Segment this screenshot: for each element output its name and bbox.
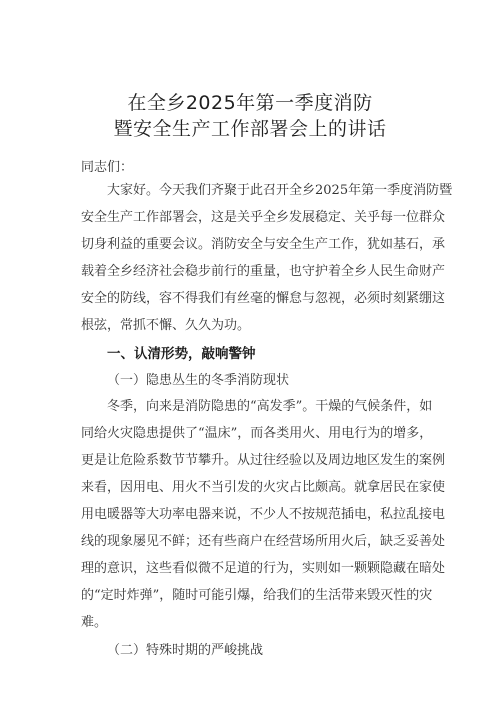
intro-line: 安全生产工作部署会，这是关乎全乡发展稳定、关乎每一位群众 <box>81 210 446 225</box>
salutation: 同志们： <box>81 160 134 175</box>
subsection-heading: （一）隐患丛生的冬季消防现状 <box>107 373 290 388</box>
intro-line: 根弦，常抓不懈、久久为功。 <box>81 318 251 333</box>
intro-line: 载着全乡经济社会稳步前行的重量，也守护着全乡人民生命财产 <box>81 264 446 279</box>
body-line: 更是让危险系数节节攀升。从过往经验以及周边地区发生的案例 <box>81 453 446 468</box>
document-title-line-2: 暨安全生产工作部署会上的讲话 <box>113 118 387 140</box>
body-line: 来看，因用电、用火不当引发的火灾占比颇高。就拿居民在家使 <box>81 480 446 495</box>
body-line: 同给火灾隐患提供了“温床”，而各类用火、用电行为的增多， <box>81 426 433 441</box>
body-line: 理的意识，这些看似微不足道的行为，实则如一颗颗隐藏在暗处 <box>81 561 446 576</box>
body-line: 冬季，向来是消防隐患的“高发季”。干燥的气候条件，如 <box>107 399 433 414</box>
document-title-line-1: 在全乡2025年第一季度消防 <box>127 92 373 114</box>
intro-line: 切身利益的重要会议。消防安全与安全生产工作，犹如基石，承 <box>81 237 446 252</box>
body-line: 难。 <box>81 615 108 630</box>
intro-line: 大家好。今天我们齐聚于此召开全乡2025年第一季度消防暨 <box>107 183 453 198</box>
body-line: 用电暖器等大功率电器来说，不少人不按规范插电，私拉乱接电 <box>81 507 446 522</box>
body-line: 线的现象屡见不鲜；还有些商户在经营场所用火后，缺乏妥善处 <box>81 534 446 549</box>
section-heading: 一、认清形势，敲响警钟 <box>107 346 256 362</box>
body-line: 的“定时炸弹”，随时可能引爆，给我们的生活带来毁灭性的灾 <box>81 588 433 603</box>
subsection-heading: （二）特殊时期的严峻挑战 <box>107 643 264 658</box>
intro-line: 安全的防线，容不得我们有丝毫的懈怠与忽视，必须时刻紧绷这 <box>81 291 446 306</box>
